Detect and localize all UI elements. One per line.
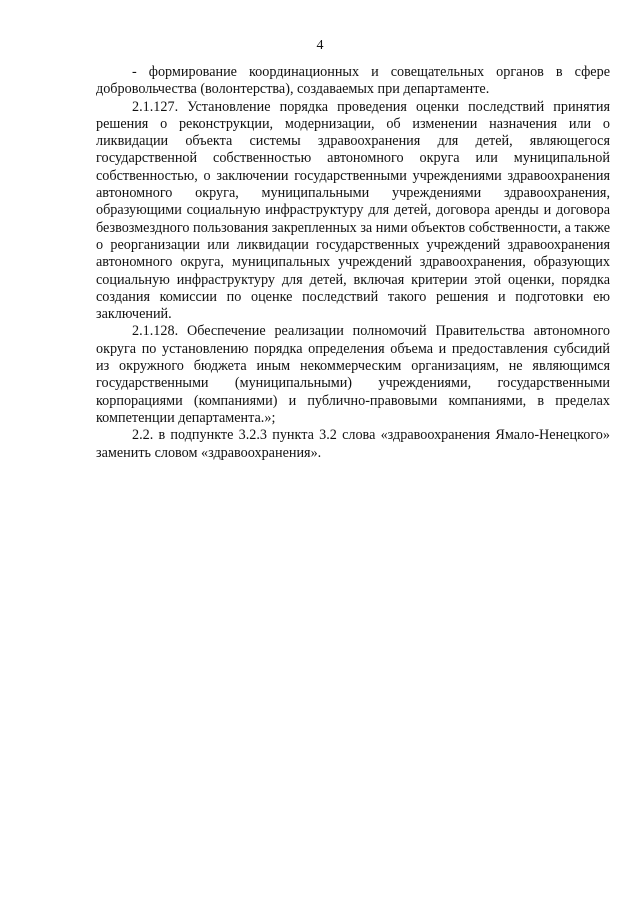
paragraph-2-1-128: 2.1.128. Обеспечение реализации полномочий Правительства автономного округа по установлению порядка определения объема и предоставления субсидий из окружного бюджета иным некоммерческим организациям, не являющимся государственными (муниципальными) учреждениями, государственными корпорациями (компаниями) и публично-правовыми компаниями, в пределах компетенции департамента.»; <box>96 323 610 426</box>
document-body <box>96 64 610 462</box>
paragraph-2-1-127: 2.1.127. Установление порядка проведения оценки последствий принятия решения о реконструкции, модернизации, об изменении назначения или о ликвидации объекта системы здравоохранения для детей, являющегося государственной собственностью автономного округа или муниципальной собственностью, о заключении государственными учреждениями здравоохранения автономного округа, муниципальными учреждениями здравоохранения, образующими социальную инфраструктуру для детей, договора аренды и договора безвозмездного пользования закрепленных за ними объектов собственности, а также о реорганизации или ликвидации государственных учреждений здравоохранения автономного округа, муниципальных учреждений здравоохранения, образующих социальную инфраструктуру для детей, включая критерии этой оценки, порядка создания комиссии по оценке последствий такого решения и подготовки ею заключений. <box>96 98 610 323</box>
page-number: 4 <box>316 38 324 53</box>
paragraph-2-2: 2.2. в подпункте 3.2.3 пункта 3.2 слова «здравоохранения Ямало-Ненецкого» заменить словом «здравоохранения». <box>96 427 610 461</box>
paragraph-volunteering: - формирование координационных и совещательных органов в сфере добровольчества (волонтерства), создаваемых при департаменте. <box>96 64 610 98</box>
